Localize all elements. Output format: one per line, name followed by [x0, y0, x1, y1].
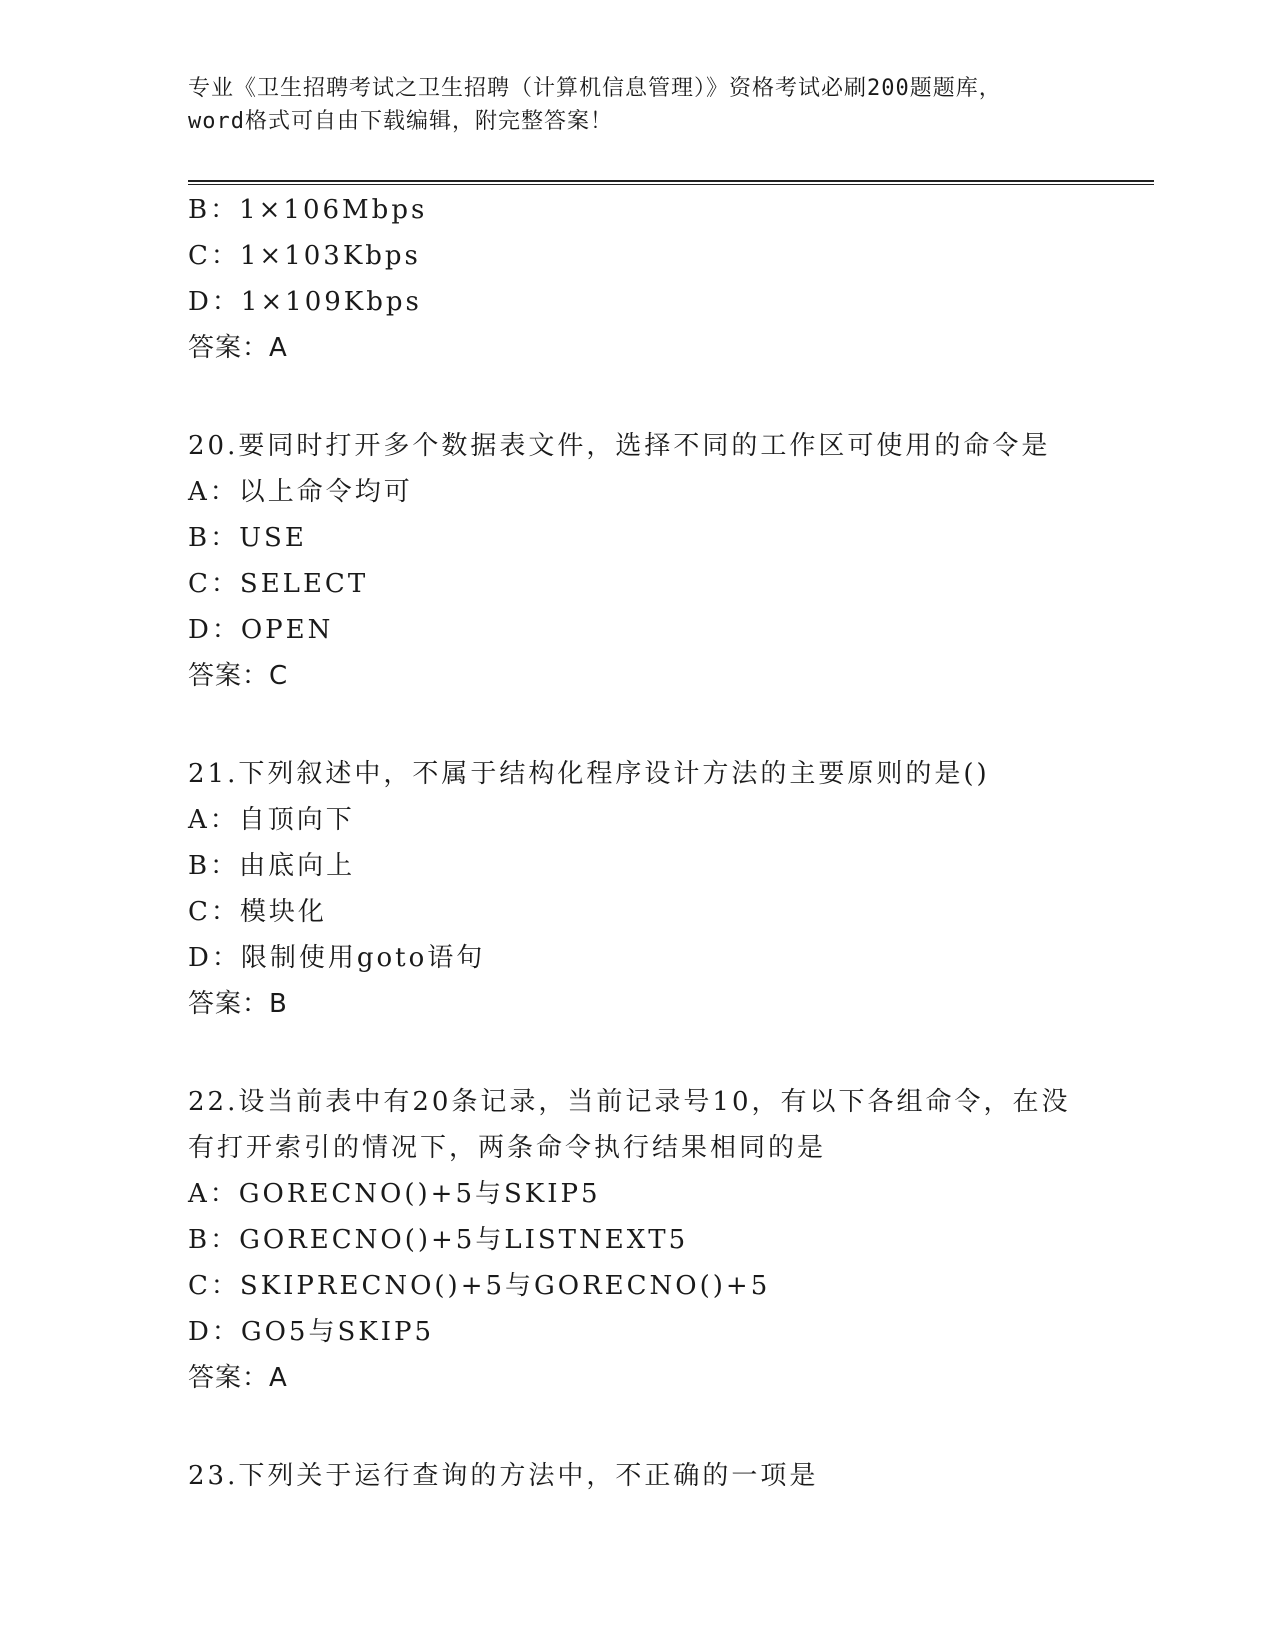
answer: 答案：C: [188, 661, 289, 691]
option-d: D：OPEN: [188, 615, 334, 645]
question-22: [188, 1079, 1154, 1401]
option-c: C：1×103Kbps: [188, 241, 421, 271]
question-list: [188, 187, 1154, 1499]
option-d: D：GO5与SKIP5: [188, 1317, 435, 1347]
question-text: 20.要同时打开多个数据表文件，选择不同的工作区可使用的命令是: [188, 431, 1051, 461]
option-c: C：模块化: [188, 897, 327, 927]
option-b: B：USE: [188, 523, 307, 553]
header-divider: [188, 180, 1154, 185]
question-text: 21.下列叙述中，不属于结构化程序设计方法的主要原则的是(): [188, 759, 990, 789]
question-text-line-2: 有打开索引的情况下，两条命令执行结果相同的是: [188, 1133, 827, 1163]
document-header: [188, 72, 1088, 138]
question-23: [188, 1453, 1154, 1499]
answer: 答案：A: [188, 1363, 288, 1393]
question-text-line-1: 22.设当前表中有20条记录，当前记录号10，有以下各组命令，在没: [188, 1087, 1071, 1117]
option-b: B：由底向上: [188, 851, 356, 881]
option-a: A：自顶向下: [188, 805, 355, 835]
header-title-line-2: word格式可自由下载编辑，附完整答案！: [188, 109, 613, 134]
answer: 答案：A: [188, 333, 288, 363]
option-d: D：限制使用goto语句: [188, 943, 486, 973]
answer: 答案：B: [188, 989, 288, 1019]
question-19-tail: [188, 187, 1154, 371]
header-title-line-1: 专业《卫生招聘考试之卫生招聘（计算机信息管理）》资格考试必刷200题题库，: [188, 76, 1002, 101]
option-b: B：GORECNO()+5与LISTNEXT5: [188, 1225, 689, 1255]
option-a: A：GORECNO()+5与SKIP5: [188, 1179, 601, 1209]
question-text: 23.下列关于运行查询的方法中，不正确的一项是: [188, 1461, 819, 1491]
option-a: A：以上命令均可: [188, 477, 413, 507]
option-b: B：1×106Mbps: [188, 195, 428, 225]
option-c: C：SKIPRECNO()+5与GORECNO()+5: [188, 1271, 771, 1301]
question-21: [188, 751, 1154, 1027]
option-d: D：1×109Kbps: [188, 287, 422, 317]
question-20: [188, 423, 1154, 699]
option-c: C：SELECT: [188, 569, 369, 599]
